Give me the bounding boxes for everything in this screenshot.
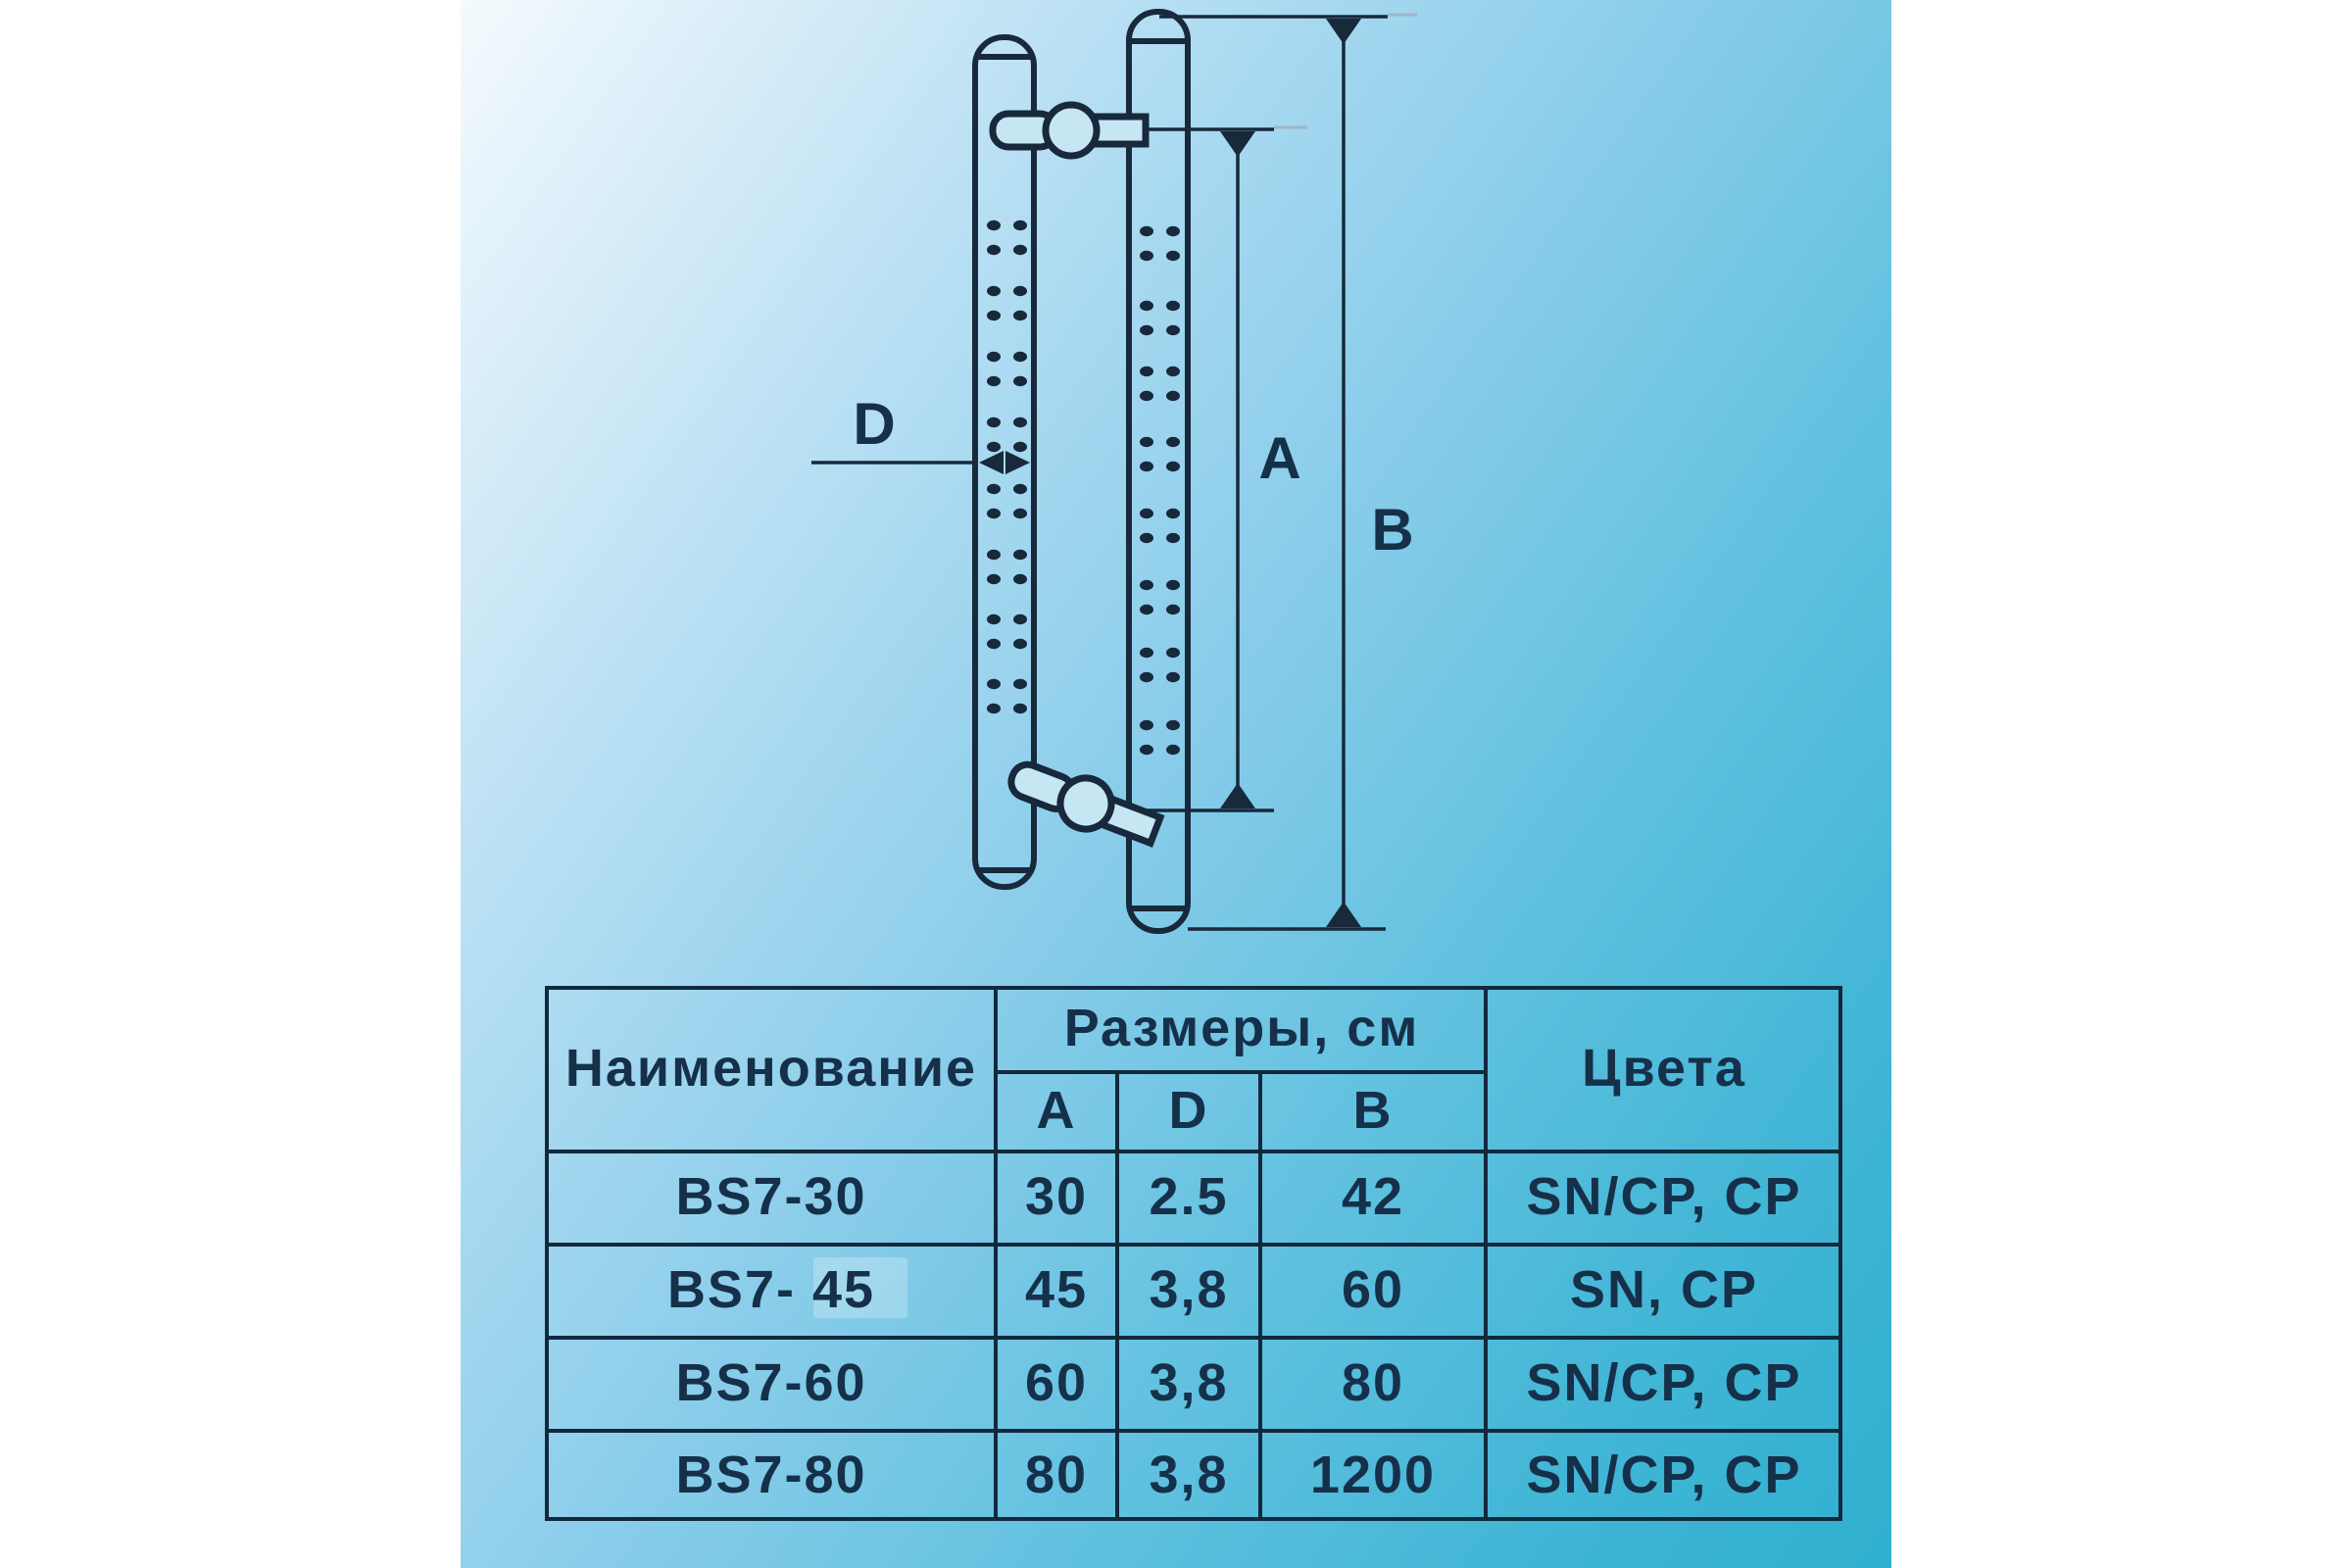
table-row-cell-d: 2.5 xyxy=(1149,1166,1229,1226)
d-arrow-right-icon xyxy=(1005,451,1030,474)
d-arrow-left-icon xyxy=(979,451,1004,474)
a-arrow-top-icon xyxy=(1220,131,1255,157)
column-header-a: A xyxy=(1036,1080,1077,1140)
column-header-name: Наименование xyxy=(564,1038,978,1098)
b-arrow-bottom-icon xyxy=(1326,902,1361,927)
table-row-cell-a: 30 xyxy=(1024,1166,1089,1226)
dim-label-a: A xyxy=(1258,425,1301,491)
table-row-cell-b: 1200 xyxy=(1309,1446,1437,1504)
table-row-cell-a: 60 xyxy=(1024,1352,1089,1412)
dim-label-b: B xyxy=(1371,497,1414,563)
table-row-cell-name: BS7- 45 xyxy=(666,1259,876,1319)
table-row-cell-colors: SN/CP, CP xyxy=(1526,1352,1802,1412)
table-row-cell-name: BS7-80 xyxy=(675,1446,867,1504)
table-row-cell-colors: SN/CP, CP xyxy=(1526,1166,1802,1226)
lower-mounting-post xyxy=(1004,752,1164,854)
column-header-dimensions: Размеры, см xyxy=(1063,999,1420,1057)
table-row-cell-b: 42 xyxy=(1341,1166,1405,1226)
table-row-cell-b: 60 xyxy=(1341,1259,1405,1319)
upper-mounting-post xyxy=(993,105,1146,156)
b-arrow-top-icon xyxy=(1326,19,1361,44)
tube-perforation-dots xyxy=(987,220,1180,755)
table-row-cell-b: 80 xyxy=(1341,1352,1405,1412)
right-handle-tube xyxy=(1129,12,1188,931)
table-row-cell-name: BS7-60 xyxy=(675,1352,867,1412)
table-row-cell-d: 3,8 xyxy=(1149,1352,1229,1412)
dim-label-d: D xyxy=(853,391,896,457)
table-row-cell-name: BS7-30 xyxy=(675,1166,867,1226)
table-row-cell-colors: SN/CP, CP xyxy=(1526,1446,1802,1504)
column-header-d: D xyxy=(1168,1080,1209,1140)
table-row-cell-d: 3,8 xyxy=(1149,1259,1229,1319)
table-row-cell-d: 3,8 xyxy=(1149,1446,1229,1504)
table-row-cell-colors: SN, CP xyxy=(1569,1259,1759,1319)
column-header-colors: Цвета xyxy=(1582,1038,1746,1098)
upper-post-ring xyxy=(1046,105,1097,156)
column-header-b: B xyxy=(1352,1080,1394,1140)
a-arrow-bottom-icon xyxy=(1220,783,1255,808)
table-row-cell-a: 45 xyxy=(1024,1259,1089,1319)
table-row-cell-a: 80 xyxy=(1024,1446,1089,1504)
